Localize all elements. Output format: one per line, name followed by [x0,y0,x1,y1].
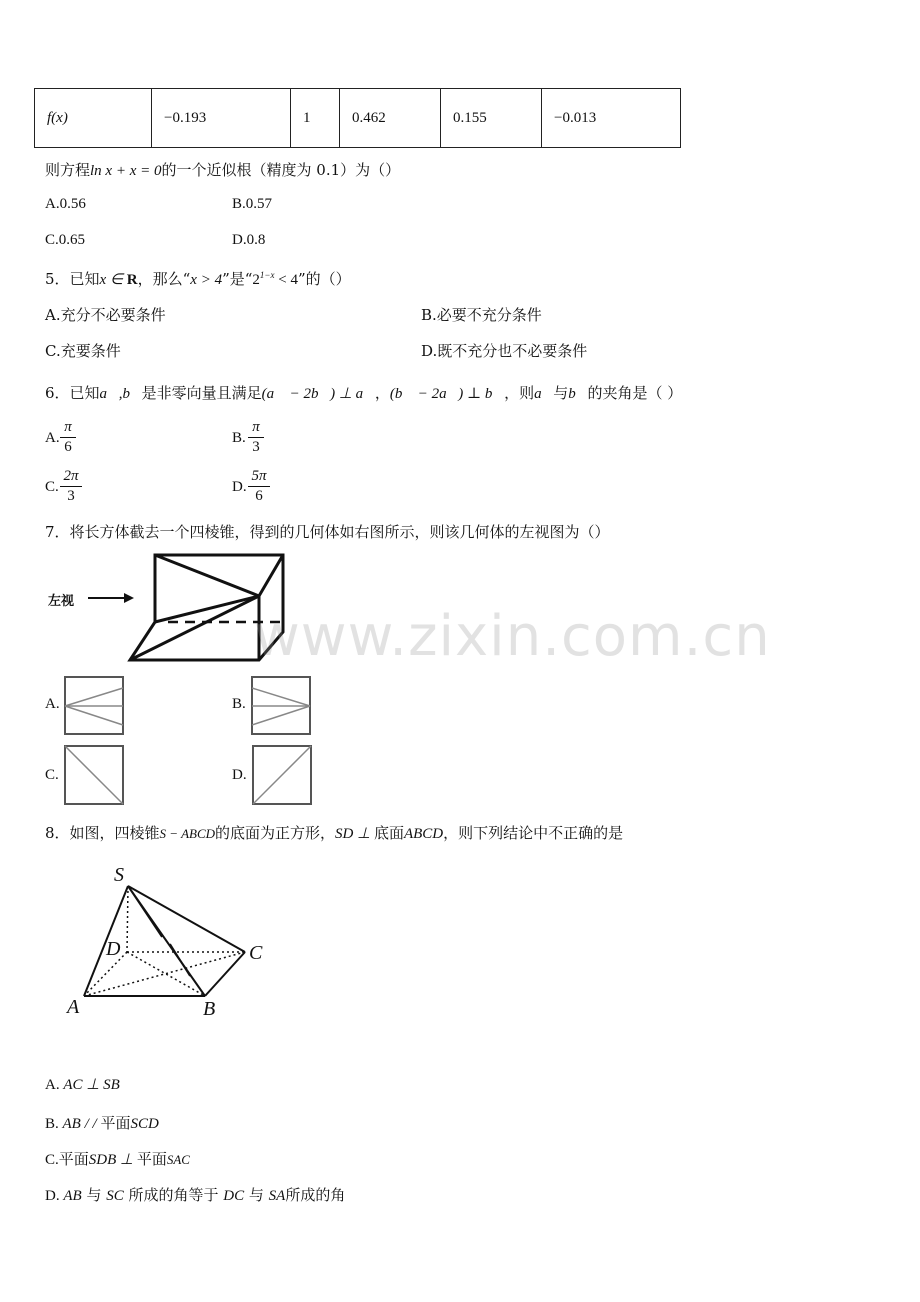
watermark: www.zixin.com.cn [254,604,771,669]
option-text: 平面 [100,1114,131,1132]
q7-option-c-figure[interactable] [65,746,123,804]
q6-comma: ， [374,384,390,402]
q4-option-a[interactable]: A.0.56 [45,196,86,212]
q5-option-c[interactable]: C.充要条件 [45,342,121,360]
q8-pyramid-name: S − ABCD [159,826,216,841]
option-math: AB [63,1188,82,1204]
q4-option-d[interactable]: D.0.8 [232,232,266,248]
option-math: AB / / [62,1116,101,1132]
q8-stem [45,822,623,843]
q4-equation: ln x + x = 0 [90,163,162,179]
q6-vb: b⃗ [568,386,588,402]
q6-stem-1: 6．已知 [45,384,100,402]
table-cell: 1 [291,89,340,148]
q8-stem-2: 的底面为正方形， [215,824,336,842]
option-text: 所成的角等于 [123,1186,224,1204]
option-letter: C. [45,1152,59,1168]
q5-cond-x: x ∈ [99,272,127,288]
q8-stem-4: ，则下列结论中不正确的是 [443,824,624,842]
option-text: 平面 [136,1150,167,1168]
q7-option-a-label[interactable]: A. [45,696,60,712]
q7-option-d-label[interactable]: D. [232,767,247,783]
fraction-denominator: 3 [252,439,260,455]
option-math: DC [223,1188,245,1204]
q8-base: ABCD [403,826,444,842]
q6-stem-3: ，则 [504,384,535,402]
q4-stem-before: 则方程 [45,161,91,179]
q8-stem-3: 底面 [373,824,404,842]
q7-option-c-label[interactable]: C. [45,767,59,783]
option-letter: B. [45,1116,63,1132]
q6-va: a⃗ [534,386,554,402]
option-math: AC ⊥ SB [63,1077,120,1093]
option-math: SC [106,1188,124,1204]
q5-base: 2 [252,272,260,288]
fraction-denominator: 6 [64,439,72,455]
fraction-numerator: 5π [251,468,267,484]
q6-option-d-letter[interactable]: D. [232,479,247,495]
option-letter: D. [45,1188,64,1204]
vertex-label-d: D [106,938,121,960]
q5-option-a[interactable]: A.充分不必要条件 [45,306,166,324]
table-cell: 0.462 [340,89,441,148]
q7-stem: 7．将长方体截去一个四棱锥，得到的几何体如右图所示，则该几何体的左视图为（） [45,523,610,541]
vertex-label-c: C [249,942,263,964]
fraction-numerator: π [252,419,260,435]
q5-tail: < 4 [274,272,298,288]
q6-stem-2: 是非零向量且满足 [141,384,262,402]
table-cell: −0.193 [152,89,291,148]
q4-option-c[interactable]: C.0.65 [45,232,86,248]
option-letter: A. [45,1077,64,1093]
q6-vecs: a⃗,b⃗ [99,386,142,402]
q5-stem-2: ，那么“ [137,270,191,288]
q8-stem-1: 8．如图，四棱锥 [45,824,160,842]
option-math: SAC [166,1152,190,1167]
table-cell: 0.155 [441,89,542,148]
q6-cond2: (b⃗ − 2a⃗) ⊥ b⃗ [389,386,505,402]
q6-option-b-letter[interactable]: B. [232,430,246,446]
left-view-label: 左视 [48,594,75,609]
option-math: SCD [130,1116,159,1132]
fraction-denominator: 3 [67,488,75,504]
q8-option-d[interactable] [45,1184,345,1205]
q7-option-b-figure[interactable] [252,677,310,734]
q4-option-b[interactable]: B.0.57 [232,196,273,212]
option-text: 与 [244,1186,269,1204]
option-math: SA [268,1188,286,1204]
q5-option-b[interactable]: B.必要不充分条件 [421,306,542,324]
option-text: 平面 [58,1150,89,1168]
vertex-label-s: S [114,864,124,886]
fraction-denominator: 6 [255,488,263,504]
table-row-label: f(x) [35,89,152,148]
option-text: 所成的角 [285,1186,346,1204]
arrow-head-icon [124,593,134,603]
q6-option-a-letter[interactable]: A. [45,430,60,446]
q4-stem-after: 的一个近似根（精度为 0.1）为（） [161,161,401,179]
q5-stem-3: ”是“ [222,270,253,288]
q8-option-a[interactable] [45,1075,120,1094]
q8-option-b[interactable] [45,1112,159,1133]
vertex-label-b: B [203,998,216,1020]
q5-exp: 1−x [259,270,275,280]
fraction-numerator: π [64,419,72,435]
fraction-numerator: 2π [63,468,79,484]
q6-cond1: (a⃗ − 2b⃗) ⊥ a⃗ [261,386,375,402]
option-text: 与 [81,1186,107,1204]
q7-option-b-label[interactable]: B. [232,696,246,712]
q8-cond: SD ⊥ [335,826,374,842]
vertex-label-a: A [67,996,80,1018]
q6-stem-4: 的夹角是（ ） [587,384,683,402]
q6-with: 与 [553,384,569,402]
q8-option-c[interactable] [45,1148,190,1169]
q5-stem-1: 5．已知 [45,270,100,288]
q7-option-d-figure[interactable] [253,746,311,804]
table-cell: −0.013 [542,89,681,148]
option-math: SDB ⊥ [88,1152,137,1168]
q5-stem-4: ”的（） [297,270,351,288]
q5-cond-a: x > 4 [190,272,223,288]
q5-cond-r: R [126,272,138,288]
q6-option-c-letter[interactable]: C. [45,479,59,495]
q5-option-d[interactable]: D.既不充分也不必要条件 [421,342,588,360]
q7-option-a-figure[interactable] [65,677,123,734]
